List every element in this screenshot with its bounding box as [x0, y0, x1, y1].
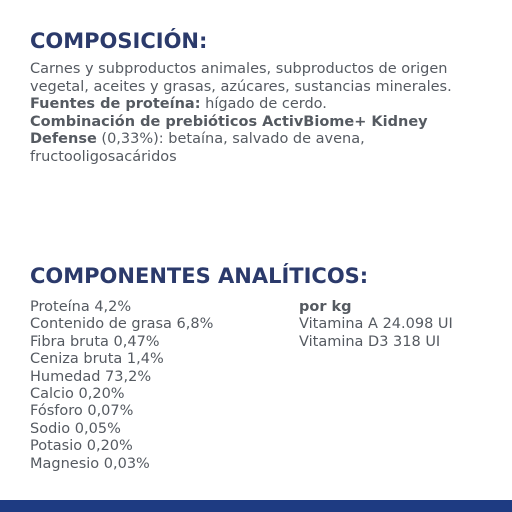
per-kg-label: por kg	[299, 299, 352, 315]
list-item: Calcio 0,20%	[30, 386, 125, 403]
protein-source	[30, 96, 480, 114]
list-item: Humedad 73,2%	[30, 368, 152, 385]
protein-source-value: hígado de cerdo.	[200, 96, 327, 113]
analytical-heading: COMPONENTES ANALÍTICOS:	[30, 264, 369, 288]
prebiotic-blend	[30, 114, 480, 167]
list-item: Fósforo 0,07%	[30, 403, 134, 420]
list-item: Vitamina A 24.098 UI	[299, 316, 453, 333]
list-item: Proteína 4,2%	[30, 299, 132, 315]
prebiotic-value: (0,33%): betaína, salvado de avena, fructooligosacáridos	[30, 131, 365, 165]
list-item: Potasio 0,20%	[30, 438, 133, 455]
prebiotic-label: Combinación de prebióticos ActivBiome+ Kidney Defense	[30, 113, 428, 148]
list-item: Sodio 0,05%	[30, 420, 121, 437]
vitamins-column	[299, 299, 453, 351]
list-item: Ceniza bruta 1,4%	[30, 351, 164, 368]
list-item: Vitamina D3 318 UI	[299, 333, 441, 350]
protein-source-label: Fuentes de proteína:	[30, 96, 201, 113]
list-item: Fibra bruta 0,47%	[30, 333, 160, 350]
list-item: Magnesio 0,03%	[30, 455, 150, 472]
list-item: Contenido de grasa 6,8%	[30, 316, 214, 333]
composition-text	[30, 61, 480, 167]
ingredients-text: Carnes y subproductos animales, subproductos de origen vegetal, aceites y grasas, azúcares, sustancias minerales.	[30, 61, 452, 95]
vitamins-list	[299, 316, 453, 351]
footer-bar	[0, 500, 512, 512]
analytical-components-list	[30, 299, 213, 473]
composition-heading: COMPOSICIÓN:	[30, 29, 208, 53]
